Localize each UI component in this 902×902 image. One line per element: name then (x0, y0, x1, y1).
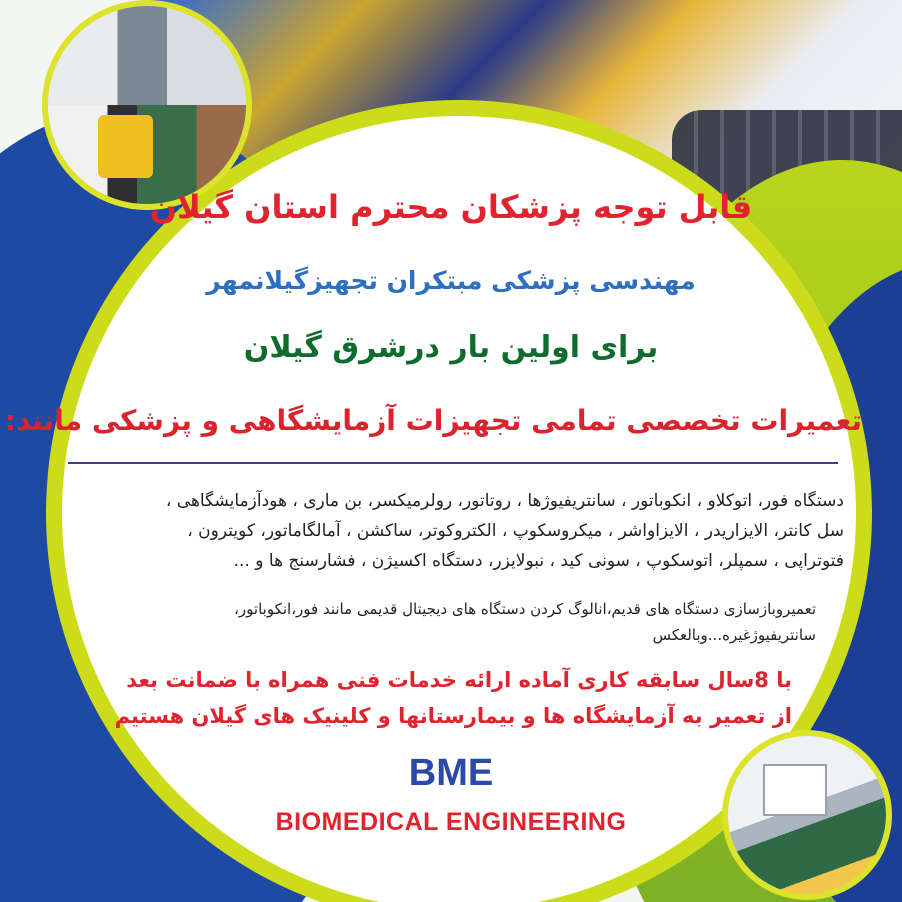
refurbish-line: تعمیروبازسازی دستگاه های قدیم،انالوگ کردن دستگاه های دیجیتال قدیمی مانند فور،انکوباتور، (234, 600, 816, 618)
brand-short: BME (408, 752, 494, 794)
equipment-line: سل کانتر، الایزاریدر ، الایزاواشر ، میکروسکوپ ، الکتروکوتر، ساکشن ، آمالگاماتور، کویترون ، (187, 521, 844, 541)
equipment-line: دستگاه فور، اتوکلاو ، انکوباتور ، سانتریفیوژها ، روتاتور، رولرمیکسر، بن ماری ، هودآزمایشگاهی ، (165, 491, 844, 511)
company-name: مهندسی پزشکی مبتکران تجهیزگیلانمهر (206, 266, 696, 295)
refurbish-text (76, 596, 816, 648)
experience-line-2: از تعمیر به آزمایشگاه ها و بیمارستانها و کلینیک های گیلان هستیم (114, 704, 792, 728)
divider (68, 462, 838, 464)
first-time-text: برای اولین بار درشرق گیلان (243, 330, 659, 365)
brand-full: BIOMEDICAL ENGINEERING (275, 808, 627, 836)
equipment-line: فتوتراپی ، سمپلر، اتوسکوپ ، سونی کید ، نبولایزر، دستگاه اکسیژن ، فشارسنج ها و ... (233, 551, 844, 571)
equipment-list (54, 486, 844, 576)
experience-line-1: با 8سال سابقه کاری آماده ارائه خدمات فنی همراه با ضمانت بعد (126, 668, 792, 692)
refurbish-line: سانتریفیوژغیره...وبالعکس (652, 626, 816, 644)
headline: قابل توجه پزشکان محترم استان گیلان (149, 188, 753, 226)
services-heading: تعمیرات تخصصی تمامی تجهیزات آزمایشگاهی و پزشکی مانند: (4, 404, 862, 437)
